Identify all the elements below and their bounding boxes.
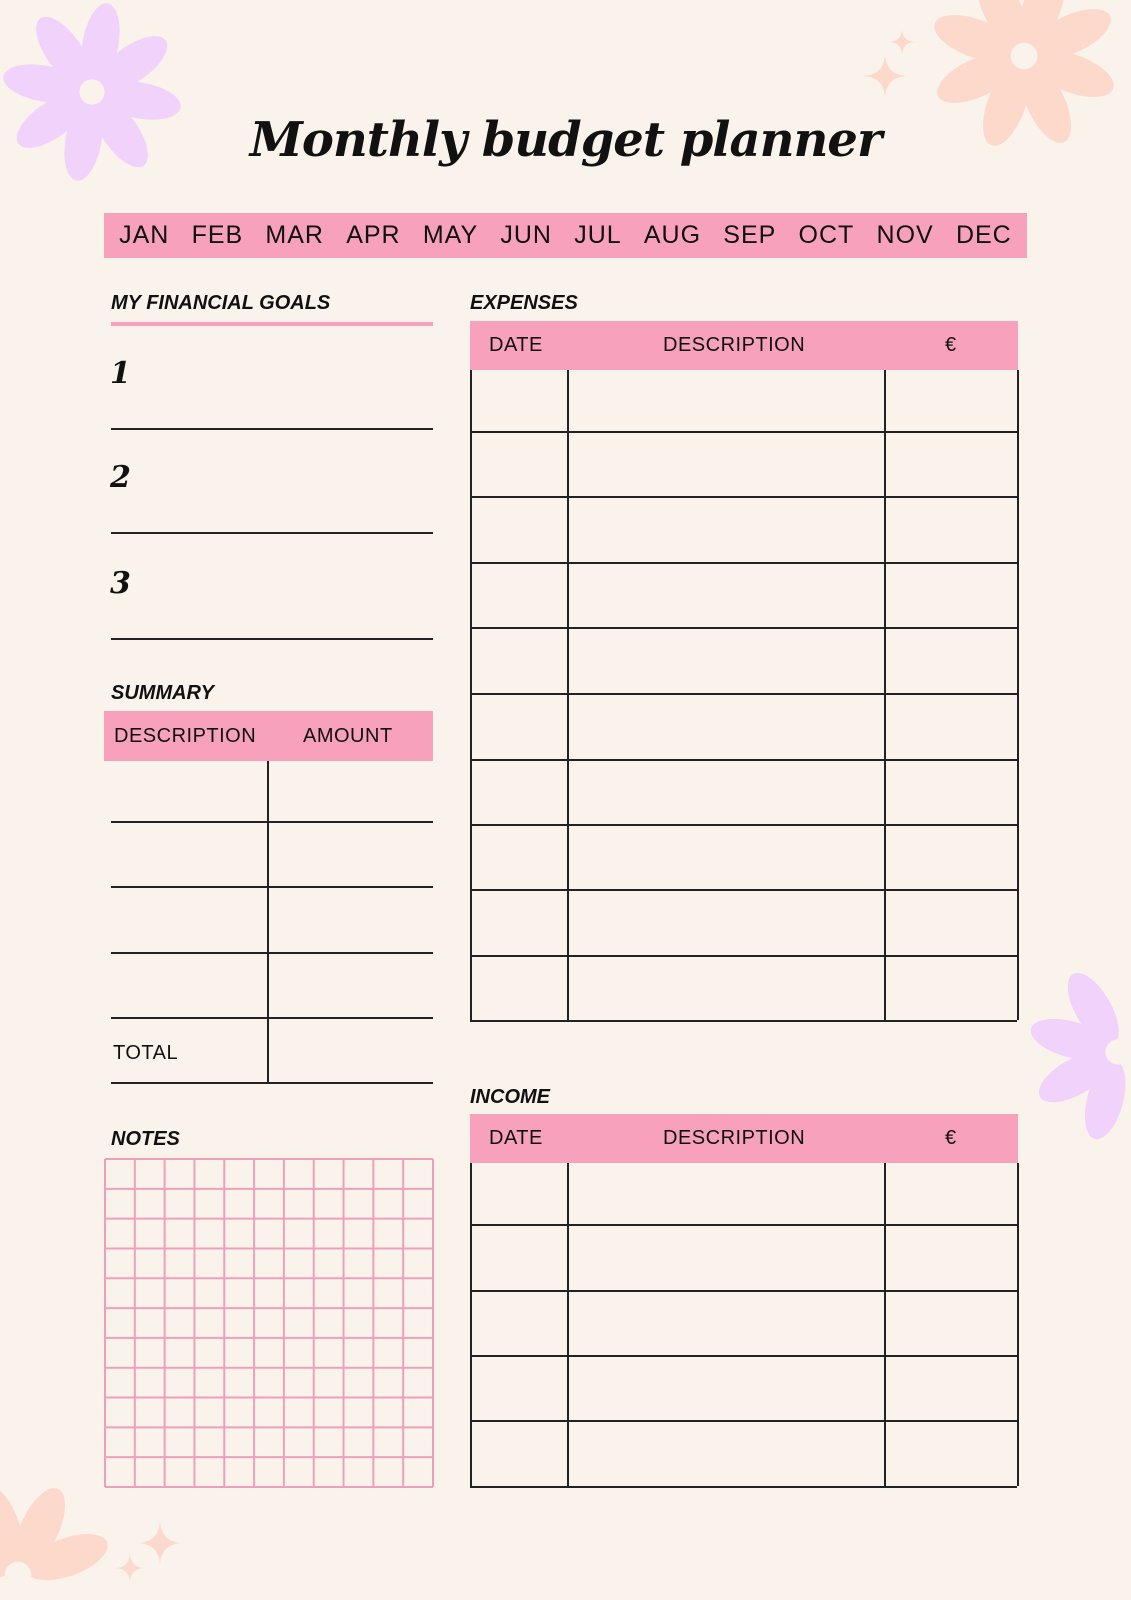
goal-number-3: 3	[110, 566, 131, 601]
summary-heading: SUMMARY	[111, 682, 214, 704]
month-apr[interactable]: APR	[346, 221, 401, 249]
summary-total-label: TOTAL	[113, 1042, 179, 1064]
income-table-row[interactable]	[472, 1290, 1017, 1355]
goals-heading: MY FINANCIAL GOALS	[111, 292, 331, 314]
income-header	[470, 1114, 1018, 1163]
expenses-table-row[interactable]	[472, 370, 1017, 431]
income-table-row[interactable]	[472, 1224, 1017, 1290]
goal-line-1[interactable]	[111, 428, 433, 430]
income-table-row[interactable]	[472, 1420, 1017, 1486]
expenses-table-row[interactable]	[472, 955, 1017, 1020]
goal-number-1: 1	[110, 356, 131, 391]
sparkle-icon	[861, 52, 909, 100]
month-nov[interactable]: NOV	[876, 221, 934, 249]
expenses-heading: EXPENSES	[470, 292, 578, 314]
income-col-amount: €	[945, 1127, 957, 1149]
income-row-line	[470, 1486, 1017, 1488]
notes-grid[interactable]	[104, 1158, 434, 1488]
expenses-col-amount: €	[945, 334, 957, 356]
summary-col-amount: AMOUNT	[303, 724, 393, 747]
expenses-table-row[interactable]	[472, 693, 1017, 759]
sparkle-icon	[114, 1552, 146, 1584]
flower-center	[1105, 1039, 1130, 1064]
page-title: Monthly budget planner	[249, 112, 882, 168]
month-may[interactable]: MAY	[422, 221, 479, 249]
expenses-table-row[interactable]	[472, 759, 1017, 824]
expenses-column-line	[1017, 370, 1019, 1020]
income-heading: INCOME	[470, 1086, 550, 1108]
expenses-table-row[interactable]	[472, 431, 1017, 496]
sparkle-icon	[136, 1519, 184, 1567]
flower-center	[1011, 43, 1038, 70]
summary-col-description: DESCRIPTION	[114, 724, 257, 747]
month-mar[interactable]: MAR	[265, 221, 324, 249]
expenses-row-line	[470, 1020, 1017, 1022]
goal-line-3[interactable]	[111, 638, 433, 640]
income-col-date: DATE	[489, 1127, 543, 1149]
income-column-line	[1017, 1163, 1019, 1486]
sparkle-icon	[888, 28, 916, 56]
month-aug[interactable]: AUG	[643, 221, 702, 249]
month-sep[interactable]: SEP	[723, 221, 777, 249]
expenses-table-row[interactable]	[472, 889, 1017, 955]
month-feb[interactable]: FEB	[191, 221, 244, 249]
expenses-table-row[interactable]	[472, 627, 1017, 693]
month-jul[interactable]: JUL	[574, 221, 622, 249]
summary-header	[104, 711, 433, 761]
goals-underline	[111, 322, 433, 326]
income-table-row[interactable]	[472, 1355, 1017, 1420]
month-jan[interactable]: JAN	[119, 221, 170, 249]
goal-line-2[interactable]	[111, 532, 433, 534]
month-oct[interactable]: OCT	[798, 221, 855, 249]
notes-heading: NOTES	[111, 1128, 180, 1150]
summary-row-line	[111, 886, 433, 888]
summary-divider	[267, 761, 269, 1082]
summary-row-line	[111, 952, 433, 954]
expenses-col-description: DESCRIPTION	[663, 334, 806, 356]
month-dec[interactable]: DEC	[955, 221, 1012, 249]
income-col-description: DESCRIPTION	[663, 1127, 806, 1149]
income-table-row[interactable]	[472, 1163, 1017, 1224]
flower-center	[5, 1562, 32, 1589]
expenses-table-row[interactable]	[472, 496, 1017, 562]
expenses-table-row[interactable]	[472, 562, 1017, 627]
expenses-col-date: DATE	[489, 334, 543, 356]
flower-center	[79, 79, 104, 104]
summary-row-line	[111, 1082, 433, 1084]
expenses-table-row[interactable]	[472, 824, 1017, 889]
goal-number-2: 2	[110, 460, 131, 495]
expenses-header	[470, 321, 1018, 370]
summary-row-line	[111, 1017, 433, 1019]
month-jun[interactable]: JUN	[500, 221, 552, 249]
summary-row-line	[111, 821, 433, 823]
month-selector	[104, 213, 1027, 258]
